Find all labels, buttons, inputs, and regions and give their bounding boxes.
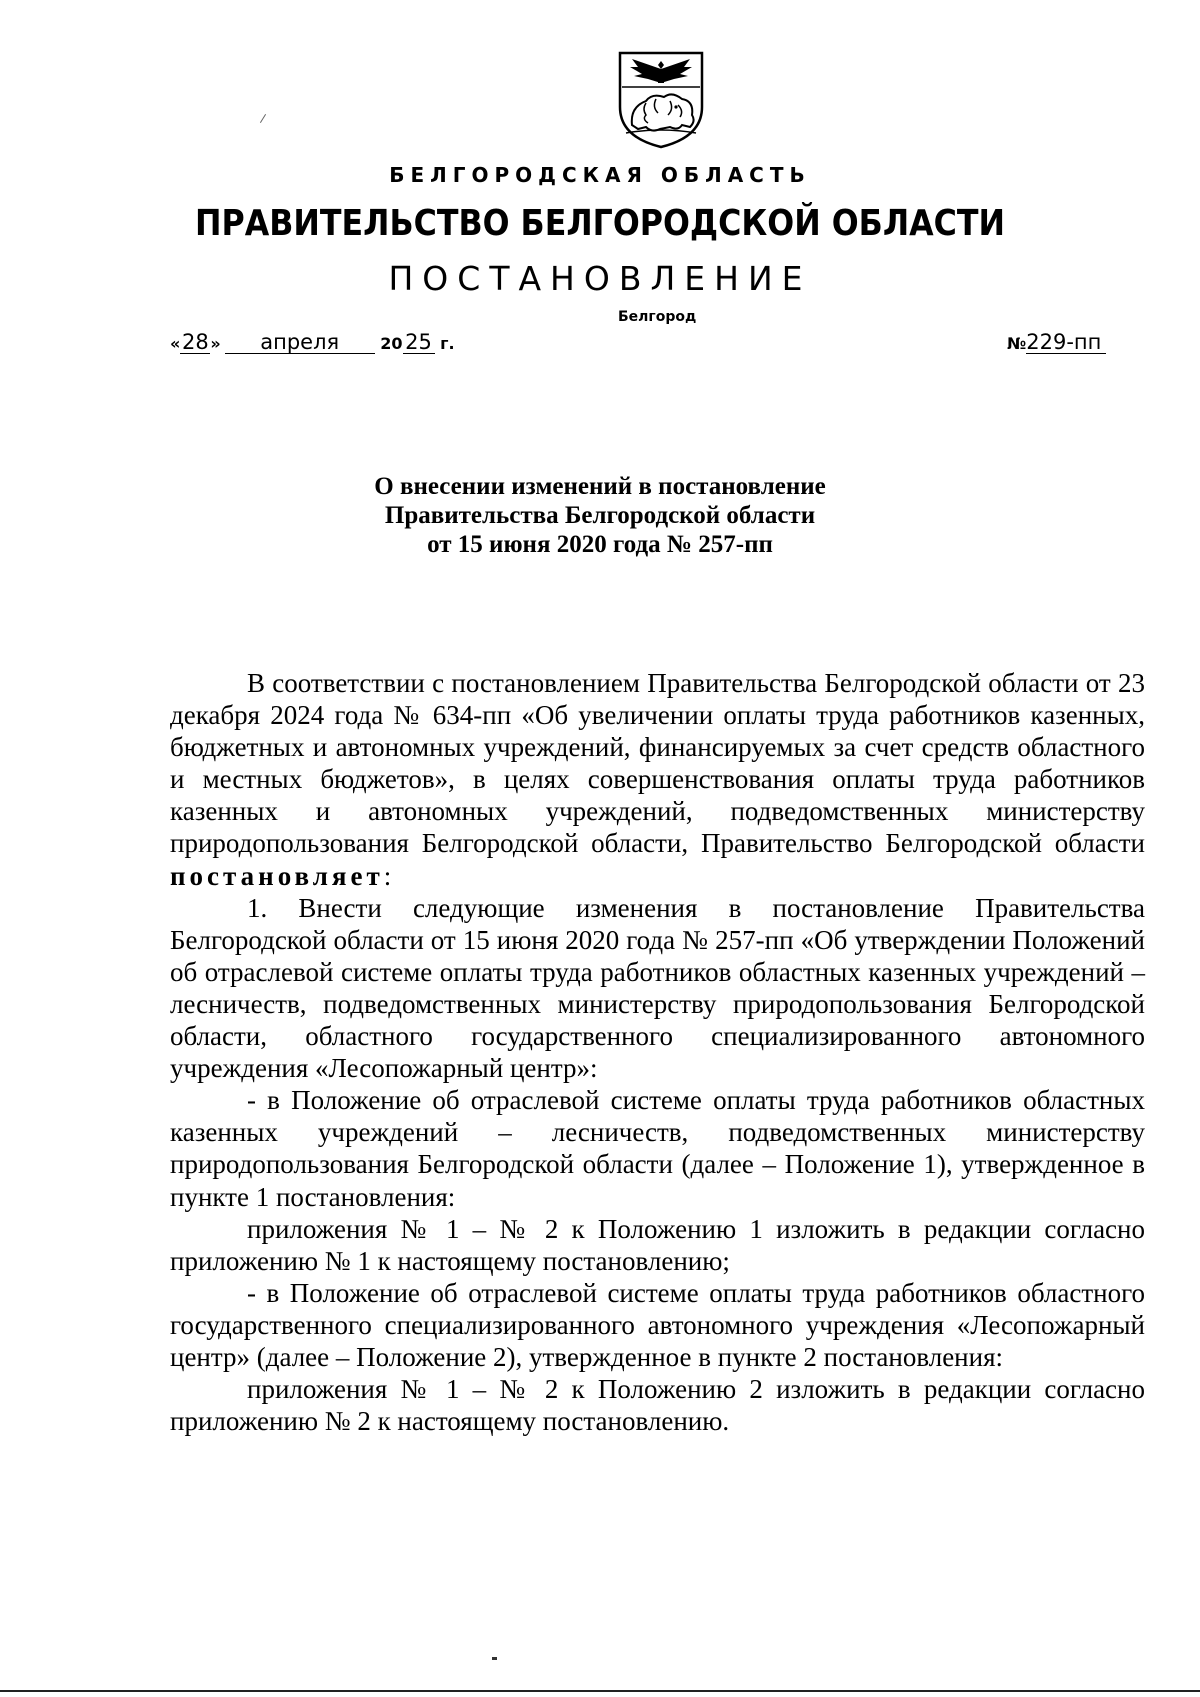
date-month: апреля: [225, 331, 375, 354]
preamble-colon: :: [383, 860, 392, 891]
body-paragraph-preamble: [170, 667, 1145, 892]
title-line-1: О внесении изменений в постановление: [374, 473, 826, 500]
date-year-suffix: 25: [403, 331, 435, 354]
city-label: Белгород: [618, 309, 697, 325]
document-type-heading: ПОСТАНОВЛЕНИЕ: [388, 259, 812, 298]
coat-of-arms-icon: [612, 47, 710, 149]
date-year-label: г.: [440, 334, 455, 353]
region-heading: БЕЛГОРОДСКАЯ ОБЛАСТЬ: [389, 163, 811, 187]
body-paragraph-1: 1. Внести следующие изменения в постановление Правительства Белгородской области от 15 июня 2020 года № 257-пп «Об утверждении Положений об отраслевой системе оплаты труда работников областных казенных учреждений – лесничеств, подведомственных министерству природопользования Белгородской области, областного государственного специализированного автономного учреждения «Лесопожарный центр»:: [170, 892, 1145, 1084]
document-number: [1007, 331, 1106, 354]
page-bottom-rule: [0, 1690, 1200, 1692]
date-year-prefix: 20: [380, 334, 403, 353]
document-date: [170, 331, 455, 354]
body-paragraph-5: приложения № 1 – № 2 к Положению 2 изложить в редакции согласно приложению № 2 к настоящему постановлению.: [170, 1374, 1145, 1437]
date-close-quote: »: [210, 334, 221, 353]
date-open-quote: «: [170, 334, 181, 353]
title-line-2: Правительства Белгородской области: [384, 502, 816, 529]
number-value: 229-пп: [1026, 331, 1106, 354]
body-paragraph-4: - в Положение об отраслевой системе оплаты труда работников областного государственного специализированного автономного учреждения «Лесопожарный центр» (далее – Положение 2), утвержденное в пункте 2 постановления:: [170, 1277, 1145, 1372]
title-line-3: от 15 июня 2020 года № 257-пп: [427, 531, 773, 558]
government-heading: ПРАВИТЕЛЬСТВО БЕЛГОРОДСКОЙ ОБЛАСТИ: [194, 203, 1006, 244]
body-paragraph-2: - в Положение об отраслевой системе оплаты труда работников областных казенных учреждений – лесничеств, подведомственных министерству природопользования Белгородской области (далее – Положение 1), утвержденное в пункте 1 постановления:: [170, 1085, 1145, 1212]
preamble-text: В соответствии с постановлением Правительства Белгородской области от 23 декабря 2024 года № 634-пп «Об увеличении оплаты труда работников казенных, бюджетных и автономных учреждений, финансируемых за счет средств областного и местных бюджетов», в целях совершенствования оплаты труда работников казенных и автономных учреждений, подведомственных министерству природопользования Белгородской области, Правительство Белгородской области: [170, 668, 1145, 859]
body-paragraph-3: приложения № 1 – № 2 к Положению 1 изложить в редакции согласно приложению № 1 к настоящему постановлению;: [170, 1213, 1145, 1276]
decree-keyword: постановляет: [170, 860, 384, 891]
document-body: [170, 667, 1145, 1437]
pen-mark: [260, 114, 266, 123]
scan-speck: [492, 1657, 497, 1660]
date-day: 28: [181, 330, 209, 354]
number-prefix: №: [1007, 334, 1027, 353]
document-title: [0, 472, 1200, 559]
